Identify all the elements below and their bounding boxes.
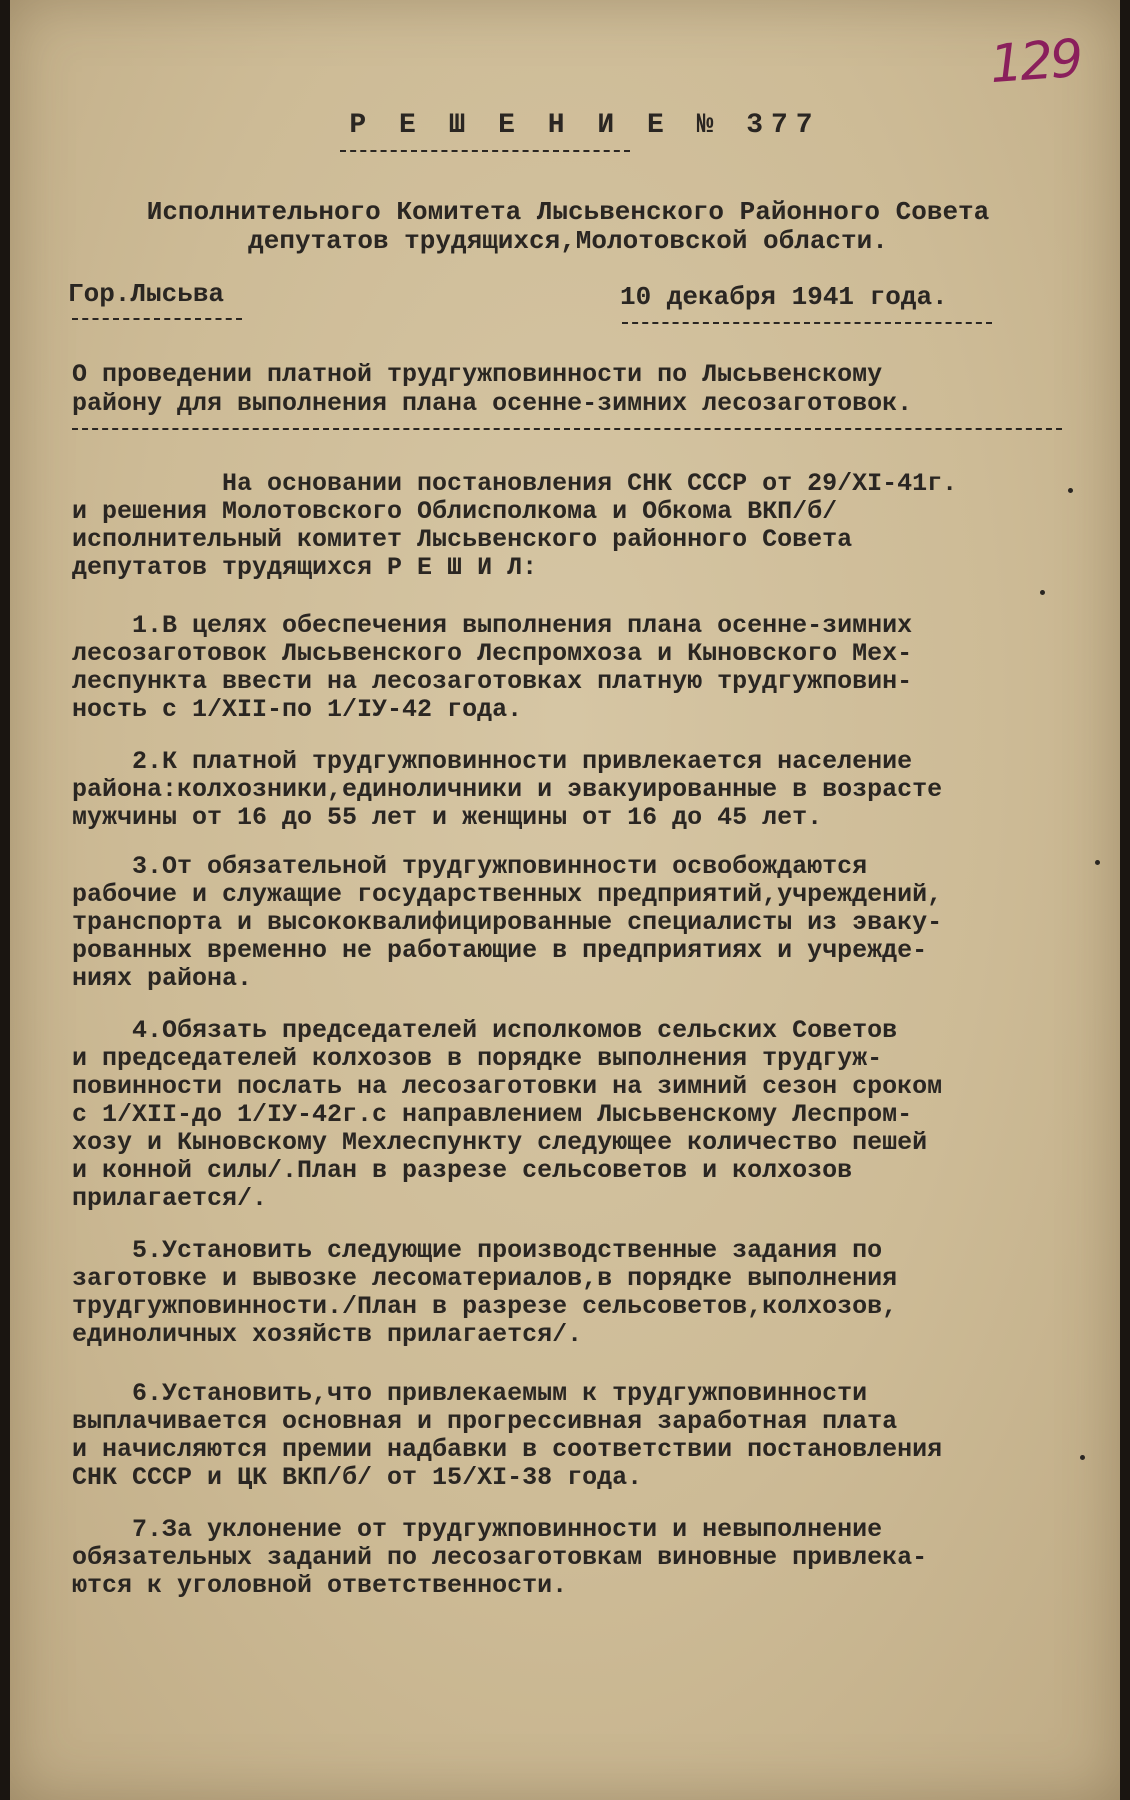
document-title: Р Е Ш Е Н И Е № 377 — [349, 110, 821, 141]
text-line: рабочие и служащие государственных предприятий,учреждений, — [72, 880, 943, 909]
text-line: рованных временно не работающие в предприятиях и учрежде- — [72, 936, 928, 965]
text-line: 2.К платной трудгужповинности привлекается население — [72, 747, 913, 776]
text-line: и конной силы/.План в разрезе сельсоветов и колхозов — [72, 1156, 853, 1185]
clause-3 — [72, 853, 942, 993]
clause-5 — [72, 1237, 897, 1349]
issuing-organization — [68, 198, 1068, 256]
text-line: и решения Молотовского Облисполкома и Обкома ВКП/б/ — [72, 497, 838, 526]
text-line: и начисляются премии надбавки в соответствии постановления — [72, 1435, 943, 1464]
text-line: и председателей колхозов в порядке выполнения трудгуж- — [72, 1044, 883, 1073]
text-line: 5.Установить следующие производственные задания по — [72, 1236, 883, 1265]
text-line: лесозаготовок Лысьвенского Леспромхоза и Кыновского Мех- — [72, 639, 913, 668]
clause-2 — [72, 748, 942, 832]
text-line: 6.Установить,что привлекаемым к трудгужповинности — [72, 1379, 868, 1408]
intro-paragraph — [72, 470, 957, 582]
text-line: транспорта и высококвалифицированные специалисты из эваку- — [72, 908, 943, 937]
clause-6 — [72, 1380, 942, 1492]
text-line: района:колхозники,единоличники и эвакуированные в возрасте — [72, 775, 943, 804]
text-line: заготовке и вывозке лесоматериалов,в порядке выполнения — [72, 1264, 898, 1293]
ink-speck — [1080, 1455, 1085, 1460]
subject-line-2: району для выполнения плана осенне-зимних лесозаготовок. — [72, 389, 913, 418]
clause-7 — [72, 1516, 927, 1600]
text-line: СНК СССР и ЦК ВКП/б/ от 15/XI-38 года. — [72, 1463, 643, 1492]
text-line: с 1/XII-до 1/IУ-42г.с направлением Лысьвенскому Леспром- — [72, 1100, 913, 1129]
text-line: 3.От обязательной трудгужповинности освобождаются — [72, 852, 868, 881]
text-line: повинности послать на лесозаготовки на зимний сезон сроком — [72, 1072, 943, 1101]
date-underline — [622, 322, 992, 324]
text-line: единоличных хозяйств прилагается/. — [72, 1320, 583, 1349]
text-line: 1.В целях обеспечения выполнения плана осенне-зимних — [72, 611, 913, 640]
ink-speck — [1095, 860, 1100, 865]
text-line: прилагается/. — [72, 1184, 268, 1213]
document-subject — [72, 360, 912, 418]
place-underline — [72, 318, 242, 320]
text-line: мужчины от 16 до 55 лет и женщины от 16 до 45 лет. — [72, 803, 823, 832]
ink-speck — [1068, 488, 1073, 493]
title-underline — [340, 150, 630, 152]
text-line: На основании постановления СНК СССР от 29/XI-41г. — [72, 469, 958, 498]
document-place: Гор.Лысьва — [68, 279, 225, 309]
text-line: трудгужповинности./План в разрезе сельсоветов,колхозов, — [72, 1292, 898, 1321]
clause-4 — [72, 1017, 942, 1213]
text-line: леспункта ввести на лесозаготовках платную трудгужповин- — [72, 667, 913, 696]
subject-underline — [72, 428, 1062, 430]
document-date: 10 декабря 1941 года. — [620, 282, 948, 312]
subject-line-1: О проведении платной трудгужповинности по Лысьвенскому — [72, 360, 883, 389]
text-line: 7.За уклонение от трудгужповинности и невыполнение — [72, 1515, 883, 1544]
org-line-2: депутатов трудящихся,Молотовской области. — [248, 226, 888, 256]
clause-1 — [72, 612, 912, 724]
document-page — [10, 0, 1120, 1800]
text-line: ность с 1/XII-по 1/IУ-42 года. — [72, 695, 523, 724]
ink-speck — [1040, 590, 1045, 595]
text-line: ниях района. — [72, 964, 253, 993]
org-line-1: Исполнительного Комитета Лысьвенского Районного Совета — [146, 197, 990, 227]
text-line: ются к уголовной ответственности. — [72, 1571, 568, 1600]
text-line: 4.Обязать председателей исполкомов сельских Советов — [72, 1016, 898, 1045]
text-line: выплачивается основная и прогрессивная заработная плата — [72, 1407, 898, 1436]
text-line: исполнительный комитет Лысьвенского районного Совета — [72, 525, 853, 554]
text-line: депутатов трудящихся Р Е Ш И Л: — [72, 553, 538, 582]
text-line: хозу и Кыновскому Мехлеспункту следующее количество пешей — [72, 1128, 928, 1157]
text-line: обязательных заданий по лесозаготовкам виновные привлека- — [72, 1543, 928, 1572]
archive-page-number: 129 — [988, 28, 1083, 96]
